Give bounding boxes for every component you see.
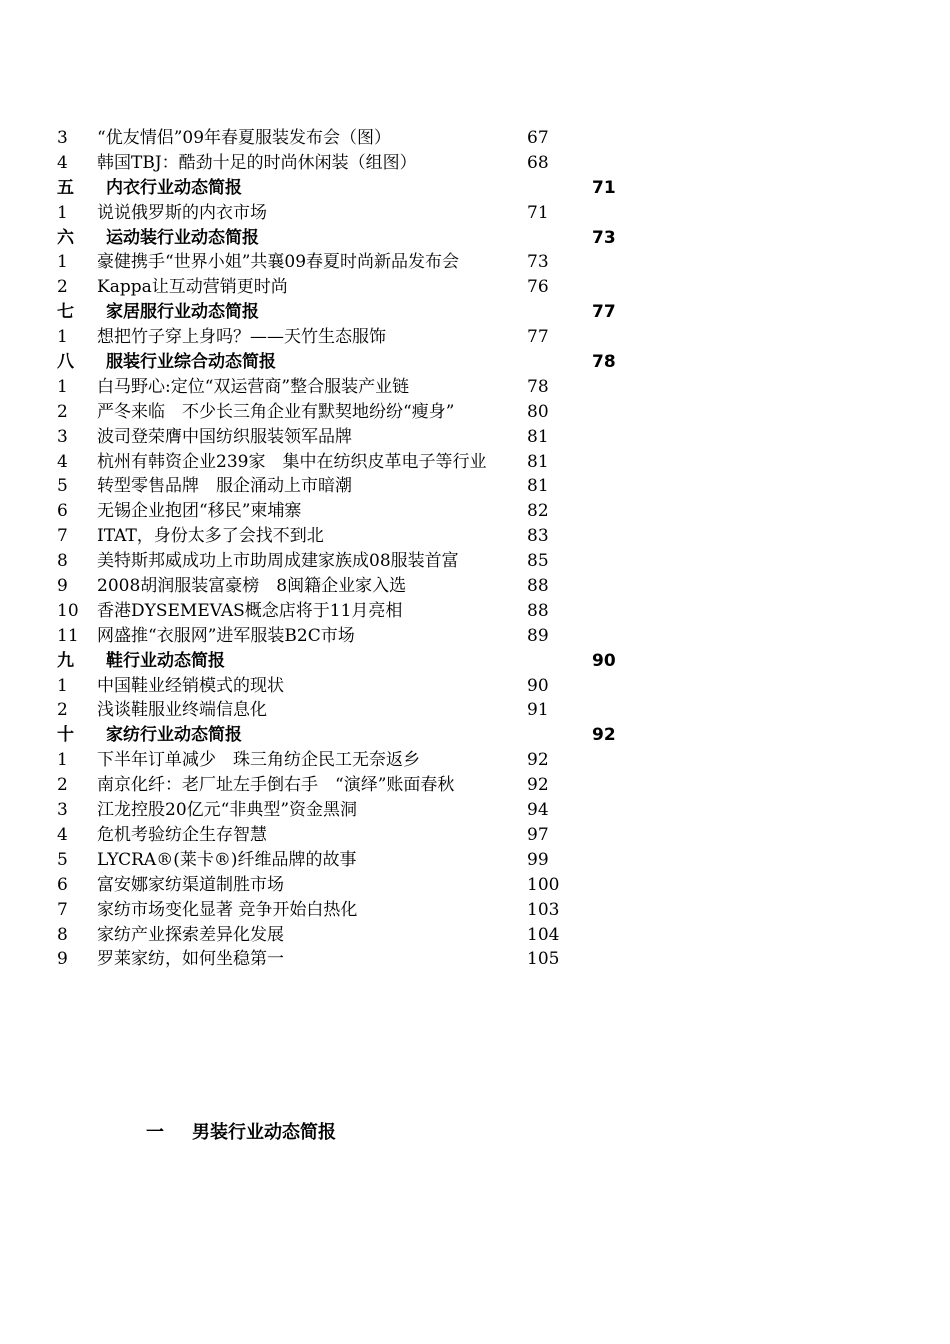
toc-page-number: 94 <box>527 800 549 821</box>
toc-item-row <box>57 624 657 649</box>
toc-title: 网盛推“衣服网”进军服装B2C市场 <box>97 625 355 646</box>
toc-number: 1 <box>57 750 68 771</box>
toc-section-row <box>57 176 657 201</box>
toc-item-row <box>57 848 657 873</box>
toc-number: 10 <box>57 600 79 621</box>
toc-page-number: 77 <box>592 302 616 323</box>
toc-number: 4 <box>57 824 68 845</box>
toc-number: 3 <box>57 800 68 821</box>
toc-title: 家纺行业动态简报 <box>106 725 242 746</box>
toc-page-number: 103 <box>527 899 560 920</box>
toc-title: 内衣行业动态简报 <box>106 177 242 198</box>
toc-number: 1 <box>57 252 68 273</box>
toc-page-number: 91 <box>527 700 549 721</box>
toc-title: 富安娜家纺渠道制胜市场 <box>97 874 284 895</box>
toc-title: 美特斯邦威成功上市助周成建家族成08服装首富 <box>97 551 459 572</box>
toc-item-row <box>57 524 657 549</box>
toc-item-row <box>57 773 657 798</box>
toc-number: 3 <box>57 426 68 447</box>
toc-item-row <box>57 425 657 450</box>
section-heading <box>146 1118 336 1144</box>
toc-number: 6 <box>57 874 68 895</box>
toc-title: 鞋行业动态简报 <box>106 650 225 671</box>
toc-number: 九 <box>57 650 74 671</box>
toc-number: 5 <box>57 849 68 870</box>
toc-page-number: 68 <box>527 152 549 173</box>
toc-page-number: 67 <box>527 128 549 148</box>
toc-item-row <box>57 151 657 176</box>
toc-title: 转型零售品牌 服企涌动上市暗潮 <box>97 476 352 497</box>
toc-title: 波司登荣膺中国纺织服装领军品牌 <box>97 426 352 447</box>
toc-title: 2008胡润服装富豪榜 8闽籍企业家入选 <box>97 576 407 597</box>
table-of-contents <box>57 126 657 972</box>
toc-page-number: 92 <box>527 775 549 796</box>
toc-item-row <box>57 450 657 475</box>
toc-page-number: 78 <box>527 376 549 397</box>
toc-title: 香港DYSEMEVAS概念店将于11月亮相 <box>97 600 403 621</box>
section-number: 一 <box>146 1122 164 1143</box>
toc-section-row <box>57 649 657 674</box>
toc-title: 家居服行业动态简报 <box>106 302 259 323</box>
toc-page-number: 77 <box>527 327 549 348</box>
toc-number: 8 <box>57 924 68 945</box>
toc-page-number: 83 <box>527 526 549 547</box>
toc-title: 中国鞋业经销模式的现状 <box>97 675 284 696</box>
toc-number: 8 <box>57 551 68 572</box>
toc-section-row <box>57 300 657 325</box>
toc-number: 八 <box>57 352 74 373</box>
toc-title: 无锡企业抱团“移民”柬埔寨 <box>97 501 302 522</box>
toc-number: 2 <box>57 700 68 721</box>
toc-number: 1 <box>57 376 68 397</box>
toc-number: 4 <box>57 152 68 173</box>
toc-number: 2 <box>57 401 68 422</box>
toc-item-row <box>57 201 657 226</box>
toc-item-row <box>57 474 657 499</box>
toc-item-row <box>57 275 657 300</box>
toc-page-number: 76 <box>527 277 549 298</box>
toc-item-row <box>57 674 657 699</box>
toc-page-number: 85 <box>527 551 549 572</box>
toc-number: 1 <box>57 675 68 696</box>
toc-title: 严冬来临 不少长三角企业有默契地纷纷“瘦身” <box>97 401 455 422</box>
toc-number: 五 <box>57 177 74 198</box>
toc-title: “优友情侣”09年春夏服装发布会（图） <box>97 128 392 148</box>
toc-number: 7 <box>57 899 68 920</box>
toc-number: 2 <box>57 775 68 796</box>
toc-title: 服装行业综合动态简报 <box>106 352 276 373</box>
toc-title: 说说俄罗斯的内衣市场 <box>97 202 267 223</box>
toc-number: 1 <box>57 202 68 223</box>
toc-page-number: 90 <box>592 650 616 671</box>
toc-page-number: 104 <box>527 924 560 945</box>
toc-page-number: 71 <box>592 177 616 198</box>
toc-section-row <box>57 723 657 748</box>
toc-title: 运动装行业动态简报 <box>106 227 259 248</box>
toc-page-number: 105 <box>527 949 560 970</box>
toc-item-row <box>57 599 657 624</box>
toc-page-number: 81 <box>527 451 549 472</box>
toc-number: 六 <box>57 227 74 248</box>
toc-item-row <box>57 400 657 425</box>
toc-title: 江龙控股20亿元“非典型”资金黑洞 <box>97 800 358 821</box>
toc-page-number: 80 <box>527 401 549 422</box>
toc-page-number: 73 <box>527 252 549 273</box>
toc-title: 浅谈鞋服业终端信息化 <box>97 700 267 721</box>
toc-item-row <box>57 375 657 400</box>
toc-item-row <box>57 898 657 923</box>
toc-page-number: 71 <box>527 202 549 223</box>
toc-page-number: 100 <box>527 874 560 895</box>
toc-item-row <box>57 126 657 151</box>
toc-title: ITAT，身份太多了会找不到北 <box>97 526 324 547</box>
toc-title: 想把竹子穿上身吗？——天竹生态服饰 <box>97 327 386 348</box>
toc-title: 家纺市场变化显著 竞争开始白热化 <box>97 899 358 920</box>
toc-page-number: 81 <box>527 426 549 447</box>
toc-number: 1 <box>57 327 68 348</box>
toc-page-number: 89 <box>527 625 549 646</box>
toc-item-row <box>57 250 657 275</box>
toc-section-row <box>57 226 657 251</box>
toc-number: 4 <box>57 451 68 472</box>
toc-item-row <box>57 499 657 524</box>
toc-number: 7 <box>57 526 68 547</box>
toc-page-number: 78 <box>592 352 616 373</box>
toc-page-number: 99 <box>527 849 549 870</box>
toc-number: 十 <box>57 725 74 746</box>
toc-number: 2 <box>57 277 68 298</box>
toc-number: 9 <box>57 576 68 597</box>
toc-number: 5 <box>57 476 68 497</box>
toc-item-row <box>57 947 657 972</box>
toc-page-number: 97 <box>527 824 549 845</box>
toc-number: 七 <box>57 302 74 323</box>
toc-item-row <box>57 698 657 723</box>
toc-item-row <box>57 798 657 823</box>
toc-title: 罗莱家纺，如何坐稳第一 <box>97 949 284 970</box>
toc-page-number: 73 <box>592 227 616 248</box>
toc-title: Kappa让互动营销更时尚 <box>97 277 288 298</box>
toc-item-row <box>57 325 657 350</box>
toc-page-number: 88 <box>527 600 549 621</box>
toc-number: 9 <box>57 949 68 970</box>
toc-item-row <box>57 923 657 948</box>
toc-section-row <box>57 350 657 375</box>
toc-item-row <box>57 873 657 898</box>
toc-page-number: 82 <box>527 501 549 522</box>
toc-title: 家纺产业探索差异化发展 <box>97 924 284 945</box>
toc-page-number: 90 <box>527 675 549 696</box>
toc-title: 杭州有韩资企业239家 集中在纺织皮革电子等行业 <box>97 451 487 472</box>
toc-item-row <box>57 748 657 773</box>
toc-number: 11 <box>57 625 79 646</box>
toc-item-row <box>57 574 657 599</box>
toc-title: 南京化纤：老厂址左手倒右手 “演绎”账面春秋 <box>97 775 455 796</box>
toc-page-number: 88 <box>527 576 549 597</box>
toc-item-row <box>57 549 657 574</box>
toc-page-number: 92 <box>592 725 616 746</box>
toc-title: 豪健携手“世界小姐”共襄09春夏时尚新品发布会 <box>97 252 460 273</box>
toc-number: 6 <box>57 501 68 522</box>
toc-title: 白马野心:定位“双运营商”整合服装产业链 <box>97 376 410 397</box>
toc-number: 3 <box>57 128 68 148</box>
toc-title: 危机考验纺企生存智慧 <box>97 824 267 845</box>
section-title: 男装行业动态简报 <box>192 1122 336 1143</box>
toc-page-number: 92 <box>527 750 549 771</box>
toc-title: 下半年订单减少 珠三角纺企民工无奈返乡 <box>97 750 420 771</box>
toc-item-row <box>57 823 657 848</box>
toc-page-number: 81 <box>527 476 549 497</box>
toc-title: 韩国TBJ：酷劲十足的时尚休闲装（组图） <box>97 152 417 173</box>
toc-title: LYCRA®(莱卡®)纤维品牌的故事 <box>97 849 357 870</box>
